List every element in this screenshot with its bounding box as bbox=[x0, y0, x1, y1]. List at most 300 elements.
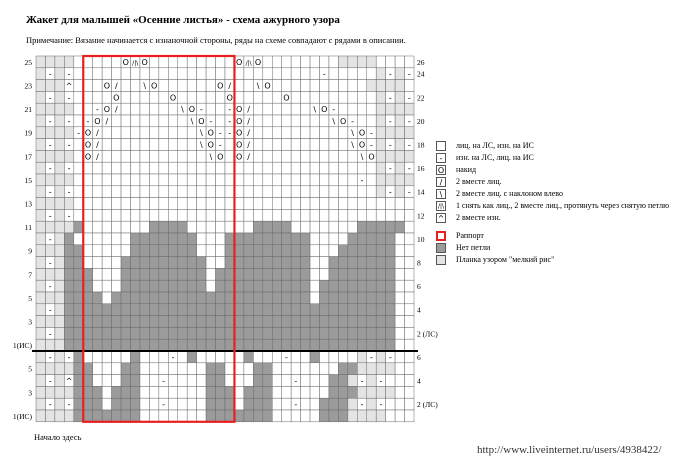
stitch-symbol: - bbox=[228, 116, 232, 126]
chart-cell bbox=[338, 268, 347, 280]
chart-cell bbox=[338, 139, 347, 151]
stitch-symbol: - bbox=[388, 69, 392, 79]
chart-cell bbox=[367, 68, 376, 80]
chart-cell bbox=[83, 103, 92, 115]
chart-cell bbox=[376, 268, 385, 280]
chart-cell bbox=[55, 91, 64, 103]
chart-cell bbox=[197, 351, 206, 363]
chart-cell bbox=[74, 103, 83, 115]
chart-cell bbox=[282, 174, 291, 186]
chart-cell bbox=[216, 174, 225, 186]
chart-cell bbox=[357, 363, 366, 375]
chart-cell bbox=[244, 268, 253, 280]
chart-cell bbox=[291, 280, 300, 292]
chart-cell bbox=[367, 174, 376, 186]
stitch-symbol: - bbox=[407, 187, 411, 197]
chart-cell bbox=[112, 386, 121, 398]
chart-cell bbox=[121, 139, 130, 151]
legend-text: 2 вместе лиц. с наклоном влево bbox=[456, 189, 563, 198]
chart-cell bbox=[93, 280, 102, 292]
chart-cell bbox=[329, 316, 338, 328]
stitch-symbol: O bbox=[94, 116, 101, 126]
chart-cell bbox=[376, 245, 385, 257]
chart-cell bbox=[64, 304, 73, 316]
chart-cell bbox=[168, 363, 177, 375]
row-label-left: 5 bbox=[28, 293, 32, 303]
chart-cell bbox=[395, 80, 404, 92]
stitch-symbol: \ bbox=[313, 105, 317, 115]
chart-cell bbox=[338, 363, 347, 375]
chart-cell bbox=[74, 304, 83, 316]
chart-cell bbox=[329, 233, 338, 245]
chart-cell bbox=[310, 162, 319, 174]
chart-cell bbox=[320, 375, 329, 387]
chart-cell bbox=[282, 268, 291, 280]
chart-cell bbox=[395, 56, 404, 68]
chart-cell bbox=[367, 375, 376, 387]
chart-cell bbox=[310, 363, 319, 375]
chart-cell bbox=[55, 245, 64, 257]
stitch-symbol: O bbox=[236, 116, 243, 126]
chart-cell bbox=[329, 56, 338, 68]
chart-cell bbox=[187, 363, 196, 375]
chart-cell bbox=[244, 221, 253, 233]
chart-cell bbox=[187, 268, 196, 280]
chart-cell bbox=[140, 198, 149, 210]
chart-cell bbox=[338, 209, 347, 221]
chart-cell bbox=[131, 375, 140, 387]
chart-cell bbox=[45, 410, 54, 422]
chart-cell bbox=[64, 103, 73, 115]
chart-cell bbox=[74, 209, 83, 221]
chart-cell bbox=[55, 174, 64, 186]
chart-cell bbox=[83, 257, 92, 269]
chart-cell bbox=[376, 80, 385, 92]
chart-cell bbox=[140, 174, 149, 186]
chart-cell bbox=[348, 68, 357, 80]
chart-cell bbox=[93, 375, 102, 387]
chart-cell bbox=[301, 386, 310, 398]
chart-cell bbox=[149, 139, 158, 151]
chart-cell bbox=[45, 150, 54, 162]
chart-cell bbox=[178, 245, 187, 257]
chart-cell bbox=[272, 351, 281, 363]
chart-cell bbox=[310, 351, 319, 363]
chart-cell bbox=[187, 339, 196, 351]
chart-cell bbox=[36, 327, 45, 339]
chart-cell bbox=[131, 186, 140, 198]
chart-cell bbox=[187, 375, 196, 387]
chart-cell bbox=[234, 209, 243, 221]
chart-cell bbox=[282, 363, 291, 375]
chart-cell bbox=[405, 398, 414, 410]
chart-cell bbox=[159, 174, 168, 186]
stitch-symbol: - bbox=[360, 400, 364, 410]
chart-cell bbox=[36, 186, 45, 198]
row-label-left: 17 bbox=[24, 152, 32, 162]
chart-cell bbox=[291, 327, 300, 339]
chart-cell bbox=[367, 115, 376, 127]
chart-cell bbox=[253, 245, 262, 257]
chart-cell bbox=[338, 339, 347, 351]
legend-text: 2 вместе лиц. bbox=[456, 177, 502, 186]
row-label-right: 2 (ЛС) bbox=[417, 400, 438, 410]
chart-cell bbox=[93, 91, 102, 103]
chart-cell bbox=[320, 386, 329, 398]
chart-cell bbox=[197, 398, 206, 410]
chart-cell bbox=[282, 398, 291, 410]
stitch-symbol: - bbox=[67, 187, 71, 197]
chart-cell bbox=[376, 257, 385, 269]
chart-cell bbox=[187, 139, 196, 151]
chart-cell bbox=[310, 198, 319, 210]
stitch-symbol: - bbox=[218, 128, 222, 138]
chart-cell bbox=[83, 292, 92, 304]
chart-cell bbox=[149, 339, 158, 351]
chart-cell bbox=[244, 351, 253, 363]
chart-cell bbox=[112, 316, 121, 328]
chart-cell bbox=[253, 339, 262, 351]
chart-cell bbox=[197, 327, 206, 339]
chart-cell bbox=[93, 174, 102, 186]
chart-cell bbox=[263, 386, 272, 398]
chart-cell bbox=[112, 68, 121, 80]
chart-cell bbox=[348, 327, 357, 339]
chart-cell bbox=[187, 386, 196, 398]
chart-cell bbox=[159, 245, 168, 257]
chart-cell bbox=[272, 103, 281, 115]
chart-cell bbox=[263, 162, 272, 174]
chart-cell bbox=[263, 363, 272, 375]
stitch-symbol: - bbox=[388, 140, 392, 150]
chart-cell bbox=[291, 186, 300, 198]
chart-cell bbox=[168, 292, 177, 304]
chart-cell bbox=[357, 327, 366, 339]
chart-cell bbox=[149, 375, 158, 387]
chart-cell bbox=[320, 139, 329, 151]
stitch-symbol: O bbox=[283, 93, 290, 103]
chart-cell bbox=[282, 375, 291, 387]
chart-cell bbox=[301, 410, 310, 422]
chart-cell bbox=[140, 327, 149, 339]
stitch-symbol: O bbox=[113, 93, 120, 103]
chart-cell bbox=[320, 174, 329, 186]
chart-cell bbox=[178, 56, 187, 68]
chart-cell bbox=[234, 257, 243, 269]
chart-cell bbox=[367, 209, 376, 221]
chart-cell bbox=[310, 139, 319, 151]
chart-cell bbox=[348, 150, 357, 162]
chart-cell bbox=[93, 245, 102, 257]
chart-cell bbox=[45, 292, 54, 304]
legend-swatch: - bbox=[436, 153, 446, 163]
chart-cell bbox=[178, 363, 187, 375]
chart-cell bbox=[74, 386, 83, 398]
chart-cell bbox=[272, 233, 281, 245]
chart-cell bbox=[74, 280, 83, 292]
chart-cell bbox=[310, 316, 319, 328]
stitch-symbol: - bbox=[209, 116, 213, 126]
chart-cell bbox=[386, 316, 395, 328]
chart-cell bbox=[149, 198, 158, 210]
stitch-symbol: O bbox=[254, 57, 262, 67]
stitch-symbol: O bbox=[226, 93, 233, 103]
chart-cell bbox=[121, 91, 130, 103]
legend-swatch bbox=[436, 255, 446, 265]
chart-cell bbox=[83, 91, 92, 103]
chart-cell bbox=[55, 339, 64, 351]
chart-cell bbox=[395, 410, 404, 422]
chart-cell bbox=[272, 398, 281, 410]
stitch-symbol: - bbox=[388, 93, 392, 103]
legend-text: Нет петли bbox=[456, 243, 491, 252]
chart-cell bbox=[225, 209, 234, 221]
chart-cell bbox=[263, 327, 272, 339]
stitch-symbol: - bbox=[294, 400, 298, 410]
chart-cell bbox=[187, 150, 196, 162]
chart-cell bbox=[376, 327, 385, 339]
stitch-symbol: / bbox=[247, 128, 250, 138]
row-label-right: 24 bbox=[417, 69, 425, 79]
chart-cell bbox=[206, 68, 215, 80]
chart-cell bbox=[338, 68, 347, 80]
chart-cell bbox=[367, 91, 376, 103]
chart-cell bbox=[253, 174, 262, 186]
chart-cell bbox=[301, 174, 310, 186]
chart-cell bbox=[140, 339, 149, 351]
chart-cell bbox=[282, 410, 291, 422]
chart-cell bbox=[253, 103, 262, 115]
chart-cell bbox=[168, 186, 177, 198]
stitch-symbol: - bbox=[67, 211, 71, 221]
chart-cell bbox=[45, 245, 54, 257]
chart-cell bbox=[291, 127, 300, 139]
chart-cell bbox=[187, 292, 196, 304]
chart-cell bbox=[338, 410, 347, 422]
chart-cell bbox=[168, 410, 177, 422]
chart-cell bbox=[168, 115, 177, 127]
chart-cell bbox=[376, 139, 385, 151]
chart-cell bbox=[338, 198, 347, 210]
chart-cell bbox=[357, 339, 366, 351]
chart-cell bbox=[206, 209, 215, 221]
chart-cell bbox=[234, 68, 243, 80]
chart-cell bbox=[301, 292, 310, 304]
chart-cell bbox=[102, 150, 111, 162]
chart-cell bbox=[329, 174, 338, 186]
chart-cell bbox=[310, 257, 319, 269]
chart-cell bbox=[395, 162, 404, 174]
row-label-left: 1(ИС) bbox=[12, 341, 32, 351]
chart-cell bbox=[187, 198, 196, 210]
chart-cell bbox=[64, 174, 73, 186]
row-label-right: 22 bbox=[417, 93, 425, 103]
chart-cell bbox=[168, 127, 177, 139]
chart-cell bbox=[272, 198, 281, 210]
chart-cell bbox=[74, 68, 83, 80]
chart-cell bbox=[197, 209, 206, 221]
chart-cell bbox=[310, 304, 319, 316]
chart-cell bbox=[329, 339, 338, 351]
chart-cell bbox=[55, 56, 64, 68]
chart-cell bbox=[74, 198, 83, 210]
chart-cell bbox=[121, 209, 130, 221]
chart-cell bbox=[74, 139, 83, 151]
chart-cell bbox=[187, 280, 196, 292]
chart-cell bbox=[93, 268, 102, 280]
chart-cell bbox=[178, 398, 187, 410]
chart-cell bbox=[329, 304, 338, 316]
stitch-symbol: - bbox=[332, 105, 336, 115]
chart-cell bbox=[178, 80, 187, 92]
chart-cell bbox=[83, 386, 92, 398]
stitch-symbol: - bbox=[48, 376, 52, 386]
chart-cell bbox=[405, 280, 414, 292]
chart-cell bbox=[376, 209, 385, 221]
chart-cell bbox=[36, 162, 45, 174]
chart-cell bbox=[310, 209, 319, 221]
stitch-symbol: \ bbox=[360, 152, 364, 162]
chart-cell bbox=[244, 398, 253, 410]
chart-cell bbox=[234, 162, 243, 174]
stitch-symbol: O bbox=[236, 57, 243, 67]
chart-cell bbox=[263, 221, 272, 233]
stitch-symbol: \ bbox=[190, 116, 194, 126]
chart-cell bbox=[131, 363, 140, 375]
chart-cell bbox=[159, 327, 168, 339]
chart-cell bbox=[74, 363, 83, 375]
stitch-symbol: \ bbox=[181, 105, 184, 115]
chart-cell bbox=[301, 198, 310, 210]
chart-cell bbox=[244, 386, 253, 398]
chart-cell bbox=[36, 398, 45, 410]
chart-cell bbox=[234, 268, 243, 280]
chart-cell bbox=[253, 115, 262, 127]
chart-cell bbox=[187, 186, 196, 198]
chart-cell bbox=[367, 363, 376, 375]
chart-cell bbox=[93, 363, 102, 375]
chart-cell bbox=[395, 363, 404, 375]
chart-cell bbox=[197, 268, 206, 280]
chart-cell bbox=[272, 280, 281, 292]
chart-cell bbox=[272, 316, 281, 328]
chart-cell bbox=[329, 363, 338, 375]
chart-cell bbox=[320, 115, 329, 127]
chart-cell bbox=[178, 292, 187, 304]
chart-cell bbox=[395, 375, 404, 387]
chart-cell bbox=[405, 80, 414, 92]
chart-cell bbox=[197, 198, 206, 210]
chart-cell bbox=[282, 280, 291, 292]
chart-cell bbox=[45, 127, 54, 139]
chart-cell bbox=[121, 351, 130, 363]
chart-cell bbox=[357, 103, 366, 115]
chart-cell bbox=[45, 56, 54, 68]
row-label-right: 8 bbox=[417, 258, 421, 268]
chart-cell bbox=[310, 174, 319, 186]
chart-cell bbox=[197, 363, 206, 375]
chart-cell bbox=[357, 162, 366, 174]
chart-cell bbox=[102, 339, 111, 351]
chart-cell bbox=[83, 221, 92, 233]
chart-cell bbox=[395, 127, 404, 139]
chart-cell bbox=[140, 363, 149, 375]
chart-cell bbox=[168, 162, 177, 174]
chart-cell bbox=[234, 186, 243, 198]
chart-cell bbox=[140, 375, 149, 387]
chart-cell bbox=[216, 375, 225, 387]
chart-cell bbox=[301, 68, 310, 80]
stitch-symbol: - bbox=[388, 352, 392, 362]
chart-cell bbox=[310, 68, 319, 80]
chart-cell bbox=[395, 68, 404, 80]
chart-cell bbox=[244, 186, 253, 198]
chart-cell bbox=[83, 316, 92, 328]
chart-cell bbox=[282, 56, 291, 68]
chart-cell bbox=[395, 174, 404, 186]
chart-cell bbox=[348, 56, 357, 68]
chart-cell bbox=[102, 139, 111, 151]
stitch-symbol: - bbox=[228, 105, 232, 115]
chart-cell bbox=[74, 339, 83, 351]
chart-cell bbox=[197, 339, 206, 351]
chart-cell bbox=[263, 233, 272, 245]
chart-cell bbox=[357, 268, 366, 280]
chart-cell bbox=[74, 91, 83, 103]
chart-cell bbox=[187, 127, 196, 139]
chart-cell bbox=[367, 280, 376, 292]
chart-cell bbox=[140, 91, 149, 103]
chart-cell bbox=[149, 221, 158, 233]
chart-cell bbox=[376, 363, 385, 375]
chart-cell bbox=[263, 103, 272, 115]
chart-cell bbox=[282, 257, 291, 269]
chart-cell bbox=[64, 257, 73, 269]
stitch-symbol: - bbox=[228, 128, 232, 138]
chart-cell bbox=[178, 327, 187, 339]
chart-cell bbox=[216, 292, 225, 304]
row-label-left: 25 bbox=[24, 57, 32, 67]
chart-cell bbox=[225, 363, 234, 375]
chart-cell bbox=[272, 162, 281, 174]
chart-cell bbox=[131, 398, 140, 410]
chart-cell bbox=[234, 80, 243, 92]
chart-cell bbox=[187, 316, 196, 328]
chart-cell bbox=[338, 233, 347, 245]
chart-cell bbox=[263, 198, 272, 210]
chart-cell bbox=[376, 162, 385, 174]
chart-cell bbox=[367, 56, 376, 68]
chart-cell bbox=[131, 316, 140, 328]
chart-cell bbox=[282, 80, 291, 92]
chart-cell bbox=[301, 150, 310, 162]
chart-cell bbox=[168, 280, 177, 292]
chart-cell bbox=[178, 115, 187, 127]
chart-cell bbox=[74, 221, 83, 233]
chart-cell bbox=[102, 209, 111, 221]
chart-cell bbox=[225, 339, 234, 351]
chart-cell bbox=[121, 327, 130, 339]
chart-cell bbox=[329, 280, 338, 292]
chart-cell bbox=[36, 410, 45, 422]
chart-cell bbox=[74, 410, 83, 422]
chart-cell bbox=[263, 304, 272, 316]
chart-cell bbox=[386, 280, 395, 292]
stitch-symbol: \ bbox=[256, 81, 260, 91]
chart-cell bbox=[140, 386, 149, 398]
chart-cell bbox=[310, 268, 319, 280]
stitch-symbol: - bbox=[48, 211, 52, 221]
